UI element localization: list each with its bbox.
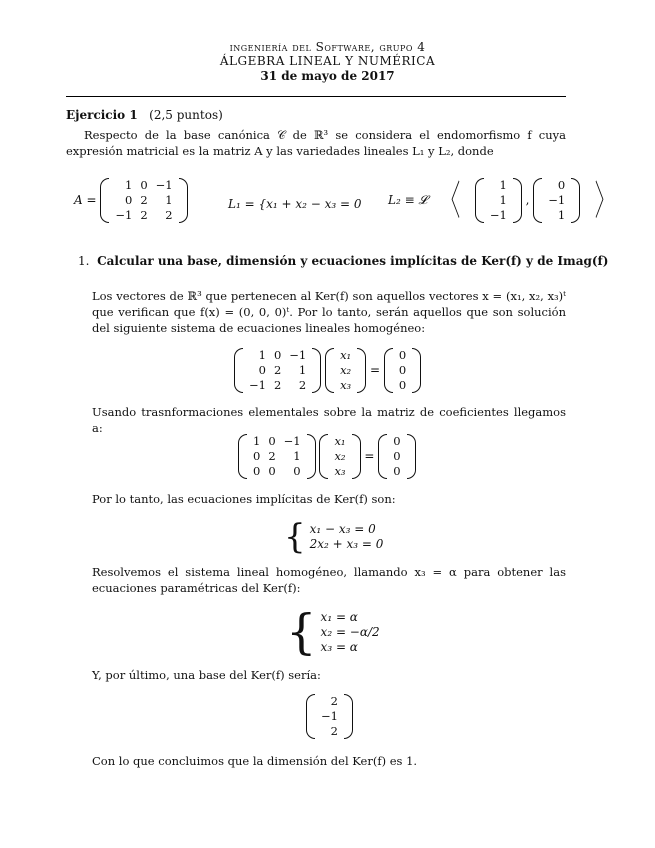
kernel-basis-cell: −1	[321, 709, 338, 723]
parametric-equation: x₃ = α	[320, 639, 358, 654]
system-1-matrix-cell: 0	[258, 363, 266, 377]
exercise-heading	[66, 108, 223, 122]
system-1-matrix-cell: −1	[289, 348, 307, 362]
system-1-rhs-cell: 0	[398, 363, 407, 377]
system-1-vars-cell: x₁	[340, 348, 352, 362]
system-2	[238, 434, 416, 479]
question-text: Calcular una base, dimensión y ecuaciones implícitas de Ker(f) y de Imag(f)	[97, 254, 609, 268]
kernel-basis-cell: 2	[330, 694, 338, 708]
header-date: 31 de mayo de 2017	[260, 69, 395, 83]
solution-p3: Por lo tanto, las ecuaciones implícitas de Ker(f) son:	[92, 492, 396, 506]
parametric-equation: x₁ = α	[320, 609, 358, 624]
system-2-vars-cell: x₃	[334, 464, 346, 478]
system-2-rhs-cell: 0	[393, 434, 401, 448]
matrix-A-cell: 1	[165, 193, 173, 207]
solution-p6: Con lo que concluimos que la dimensión del Ker(f) es 1.	[92, 754, 418, 768]
solution-p5: Y, por último, una base del Ker(f) sería:	[92, 668, 321, 682]
kernel-basis	[306, 694, 353, 739]
system-1-matrix-cell: 2	[298, 378, 307, 392]
matrix-A-cell: −1	[115, 208, 133, 222]
L2-vector-2-cell: 0	[557, 178, 566, 192]
system-2-vars-cell: x₁	[334, 434, 346, 448]
equals-sign: =	[364, 449, 375, 463]
L1-definition: L₁ = {x₁ + x₂ − x₃ = 0	[228, 197, 362, 211]
solution-p2: Usando trasnformaciones elementales sobre la matriz de coeficientes llegamos a:	[92, 405, 566, 435]
implicit-equations: { x₁ − x₃ = 0 2x₂ + x₃ = 0	[284, 517, 384, 557]
matrix-A-cell: 2	[140, 208, 148, 222]
system-1-matrix-cell: 2	[273, 378, 282, 392]
matrix-A	[100, 178, 187, 223]
system-2-matrix-cell: 0	[293, 464, 301, 478]
matrix-A-label: A =	[74, 193, 97, 207]
exercise-intro: Respecto de la base canónica 𝒞 de ℝ³ se considera el endomorfismo f cuya expresión matricial es la matriz A y las variedades lineales L₁ y L₂, donde	[66, 128, 566, 158]
system-2-matrix-cell: 0	[268, 464, 276, 478]
system-2-matrix-cell: −1	[283, 434, 301, 448]
system-2-matrix-cell: 1	[253, 434, 261, 448]
L2-vector-2-cell: 1	[557, 208, 566, 222]
system-2-matrix-cell: 0	[253, 464, 261, 478]
system-1-rhs-cell: 0	[398, 378, 407, 392]
system-2-vars-cell: x₂	[334, 449, 346, 463]
system-1-matrix-cell: 0	[273, 348, 282, 362]
implicit-equation: x₁ − x₃ = 0	[309, 522, 376, 536]
system-2-matrix-cell: 2	[268, 449, 276, 463]
solution-p4: Resolvemos el sistema lineal homogéneo, llamando x₃ = α para obtener las ecuaciones paramétricas del Ker(f):	[92, 565, 566, 595]
system-1-rhs-cell: 0	[398, 348, 407, 362]
L2-definition: L₂ ≡ 𝓛 〈 1 1 −1 , 0 −1 1 〉	[388, 177, 614, 224]
implicit-equation: 2x₂ + x₃ = 0	[309, 537, 384, 551]
exercise-title: Ejercicio 1	[66, 108, 138, 122]
system-2-rhs-cell: 0	[393, 449, 401, 463]
header-course: ingeniería del Software, grupo 4	[229, 40, 426, 54]
system-1-matrix-cell: −1	[249, 378, 266, 392]
question-1	[78, 254, 608, 268]
system-1	[234, 348, 421, 393]
equals-sign: =	[370, 363, 381, 377]
system-1-vars-cell: x₂	[340, 363, 352, 377]
matrix-A-cell: 0	[140, 178, 148, 192]
L2-vector-1-cell: 1	[499, 178, 507, 192]
header-rule	[66, 96, 566, 97]
L2-vector-2-cell: −1	[548, 193, 566, 207]
L2-vector-1-cell: 1	[499, 193, 507, 207]
system-2-matrix-cell: 1	[293, 449, 301, 463]
matrix-A-cell: 2	[165, 208, 173, 222]
L2-vector-1-cell: −1	[489, 208, 507, 222]
L2-label: L₂ ≡ 𝓛	[388, 193, 428, 207]
system-2-matrix-cell: 0	[253, 449, 261, 463]
system-1-matrix-cell: 2	[273, 363, 282, 377]
matrix-A-cell: 0	[125, 193, 133, 207]
matrix-A-cell: 1	[125, 178, 133, 192]
system-1-matrix-cell: 1	[258, 348, 266, 362]
kernel-basis-cell: 2	[330, 724, 338, 738]
header-subject: ÁLGEBRA LINEAL Y NUMÉRICA	[219, 54, 436, 68]
system-1-vars-cell: x₃	[340, 378, 352, 392]
parametric-equation: x₂ = −α/2	[320, 624, 380, 639]
parametric-equations: { x₁ = α x₂ = −α/2 x₃ = α	[286, 604, 380, 660]
L2-vector-2	[533, 178, 580, 223]
exercise-points: (2,5 puntos)	[149, 108, 223, 122]
question-number: 1.	[78, 254, 90, 268]
system-2-matrix-cell: 0	[268, 434, 276, 448]
matrix-A-definition	[74, 178, 188, 223]
matrix-A-cell: 2	[140, 193, 148, 207]
L2-vector-1	[475, 178, 522, 223]
system-2-rhs-cell: 0	[393, 464, 401, 478]
solution-p1: Los vectores de ℝ³ que pertenecen al Ker(f) son aquellos vectores x = (x₁, x₂, x₃)ᵗ que verifican que f(x) = (0, 0, 0)ᵗ. Por lo tanto, serán aquellos que son solución del siguiente sistema de ecuaciones lineales homogéneo:	[92, 289, 566, 335]
matrix-A-cell: −1	[155, 178, 173, 192]
system-1-matrix-cell: 1	[298, 363, 307, 377]
